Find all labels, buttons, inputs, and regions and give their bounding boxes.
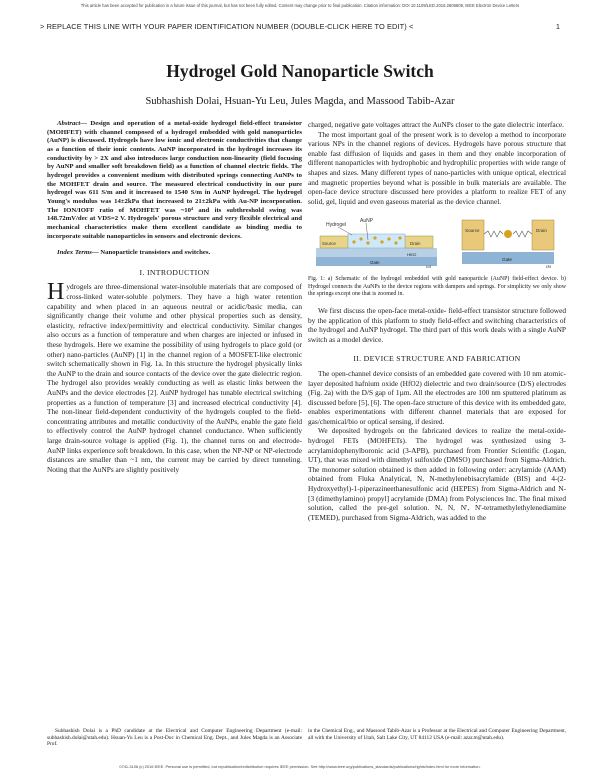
label-hfo2: HfO2 <box>407 252 417 258</box>
right-paragraph-2: The most important goal of the present work is to develop a method to incorporate various NPs in the channel regions of devices. Hydrogels have porous structure that enable fast diffusion of liquids and gases in them and they enable incorporation of different nanoparticles with hydrophobic and hydrophilic properties with wide range of shapes and sizes. Many different types of nano-particles with unique optical, electrical and magnetic properties beyond what is possible in bulk materials are available. The open-face device structure discussed here provides a platform to realize FET of any solid, gel, liquid and even gaseous material as the device channel. <box>308 129 566 206</box>
right-column <box>308 120 566 522</box>
label-gate-a: Gate <box>370 260 380 266</box>
label-aunp: AuNP <box>360 218 374 225</box>
right-paragraph-1: charged, negative gate voltages attract the AuNPs closer to the gate dielectric interface. <box>308 120 564 129</box>
publication-notice: This article has been accepted for publication in a future issue of this journal, but has not been fully edited. Content may change prior to final publication. Citation information: DOI 10.1109/LED.2016.2606609, IEEE Electron Device Letters <box>80 3 520 8</box>
paper-title: Hydrogel Gold Nanoparticle Switch <box>166 61 434 81</box>
copyright-line: 0741-3106 (c) 2016 IEEE. Personal use is permitted, but republication/redistribution requires IEEE permission. See http://www.ieee.org/publications_standards/publications/rights/index.html for more information. <box>119 764 481 769</box>
source-block <box>462 220 484 250</box>
footnote-left: Subhashish Dolai is a PhD candidate at the Electrical and Computer Engineering Department (e-mail: subhashish.dolai@utah.edu). Hsuan-Yu Leu is a Post-Doc in Chemical Eng. Dept., and Jules Magda is an Associate Prof. <box>47 728 302 748</box>
label-drain-b: Drain <box>536 228 547 234</box>
author-list: Subhashish Dolai, Hsuan-Yu Leu, Jules Magda, and Massood Tabib-Azar <box>145 96 455 107</box>
hydrogel-channel <box>348 234 405 248</box>
label-source-b: Source <box>465 228 480 234</box>
substrate-layer <box>316 248 437 257</box>
intro-paragraph <box>47 279 302 474</box>
figure-1a-schematic <box>314 212 439 268</box>
abstract-text: — Design and operation of a metal-oxide hydrogel field-effect transistor (MOHFET) with channel composed of a hydrogel embedded with gold nanoparticles (AuNP) is discussed. Hydrogels have low ionic and electronic conductivities that change as a function of their ionic contents. AuNP incorporated in the hydrogel increases its conductivity by > 2X and also introduces large conduction non-linearity (field focusing by AuNP and smaller soft breakdown field) as a function of channel electric fields. The hydrogel provides a convenient medium with distributed springs connecting AuNPs to the MOHFET drain and source. The measured electrical conductivity in our pure hydrogel was 611 S/m and it increased to 1540 S/m in AuNP hydrogel. The hydrogel Young's modulus was 14±2kPa that increased to 21±2kPa with Au-NP incorporation. The ION/IOFF ratio of MOHFET was ~10⁴ and its subthreshold swing was 148.72mV/dec at VDS=2 V. Hydrogels' porous structure and very flexible electrical and mechanical characteristics make them excellent candidate as binding media to incorporate suitable nanoparticles in sensors and electronic devices. <box>47 120 302 240</box>
index-terms <box>47 249 302 258</box>
label-drain-a: Drain <box>410 241 421 247</box>
spring-right <box>513 231 532 237</box>
label-gate-b: Gate <box>502 257 512 263</box>
hydrogel-pointer <box>338 227 352 235</box>
drain-block <box>532 220 554 250</box>
abstract <box>47 120 302 241</box>
label-fig-b: (b) <box>546 264 552 269</box>
header-replace-text[interactable]: > REPLACE THIS LINE WITH YOUR PAPER IDENTIFICATION NUMBER (DOUBLE-CLICK HERE TO EDIT) < <box>40 22 414 31</box>
index-terms-text: — Nanoparticle transistors and switches. <box>91 249 211 257</box>
label-source-a: Source <box>322 241 336 247</box>
drop-cap: H <box>47 279 65 306</box>
right-paragraph-5: We deposited hydrogels on the fabricated devices to realize the metal-oxide-hydrogel FETs (MOHFETs). The hydrogel was synthesized using 3-acrylamidophenylboronic acid (3-APB), purchased from Frontier Scientific (Logan, UT), that was mixed with dimethyl sulfoxide (DMSO) purchased from Sigma-Aldrich. The monomer solution obtained is then added in following order: acrylamide (AAM) obtained from Fluka Analytical, N, N-methylenebisacrylamide (BIS) and 4-(2-Hydroxyethyl)-1-piperazineethanesulfonic acid (HEPES) from Sigma-Aldrich and N-[3 (dimethylamino) propyl] acrylamide (DMA) from Polysciences Inc. The final mixed solution, called the pre-gel solution. N, N, N', N'-tetramethylethylenediamine (TEMED), purchased from Sigma-Aldrich, was added to the <box>308 426 566 522</box>
label-hydrogel: Hydrogel <box>326 222 347 229</box>
section-heading-device-structure: II. DEVICE STRUCTURE AND FABRICATION <box>353 354 521 364</box>
left-column <box>47 120 302 474</box>
abstract-label: Abstract <box>57 120 81 127</box>
figure-1-caption: Fig. 1: a) Schematic of the hydrogel embedded with gold nanoparticle (AuNP) field-effect device. b) Hydrogel connects the AuNPs to the device regions with dampers and springs. For simplicity we only show the springs except one that is zoomed in. <box>308 276 566 297</box>
page-number: 1 <box>555 22 560 31</box>
figure-1 <box>308 212 566 272</box>
index-terms-label: Index Terms <box>57 249 92 257</box>
spring-left <box>484 231 503 237</box>
footnote-right: in the Chemical Eng., and Massood Tabib-Azar is a Professor at the Electrical and Computer Engineering Department, all with the University of Utah, Salt Lake City, UT 84112 USA (e-mail: azar.m@utah.edu). <box>308 728 566 741</box>
intro-paragraph-text: ydrogels are three-dimensional water-insoluble materials that are composed of cross-linked water-soluble polymers. They have a high water retention capability and when placed in an aqueous neutral or acidic/basic media, can significantly change their volume and other physical properties such as density, elasticity, refractive index/permittivity and electrical conductivity. Similar changes also occurs as a function of temperature and when charges are injected or infused in these hydrogels. Here we examine the possibility of using hydrogels to place gold (or other) nano-particles (AuNP) [1] in the channel region of a MOSFET-like electronic switch schematically shown in Fig. 1a. In this structure the hydrogel physically links the AuNP to the drain and source contacts of the device over the gate dielectric region. The hydrogel also provides weakly conducting as well as elastic links between the AuNPs and the device electrodes [2]. AuNP hydrogel has tunable electrical switching properties as a function of temperature [3] and increased electrical conductivity [4]. The non-linear field-dependent conductivity of the hydrogels coupled to the field-concentrating attributes and metallic conductivity of the AuNPs, enable the gate field to effectively control the AuNP hydrogel channel conductance. When sufficiently large drain-source voltage is applied (Fig. 1), the channel turns on and electrode-AuNP links experience soft breakdown. In this case, when the NP-NP or NP-electrode distances are smaller than ~1 nm, the current may be carried by direct tunneling. Noting that the AuNPs are slightly positively <box>47 282 302 474</box>
nanoparticle <box>504 230 512 238</box>
section-heading-introduction: I. INTRODUCTION <box>139 267 210 277</box>
right-paragraph-3: We first discuss the open-face metal-oxide- field-effect transistor structure followed by the application of this platform to study field-effect and switching characteristics of the hydrogel and AuNP hydrogel. The third part of this work deals with a single AuNP switch as a model device. <box>308 305 566 344</box>
figure-1b-spring-model <box>458 212 558 268</box>
label-fig-a: (a) <box>426 264 432 269</box>
right-paragraph-4: The open-channel device consists of an embedded gate covered with 10 nm atomic-layer deposited hafnium oxide (HfO2) dielectric and two drain/source (D/S) electrodes (Fig. 2a) with the D/S gap of 1µm. All the electrodes are 100 nm sputtered platinum as discussed before [5], [6]. The open-face structure of this device with its embedded gate, enables experimentations with different channel materials that are exposed for gas/chemical/bio or optical sensing, if desired. <box>308 368 566 426</box>
